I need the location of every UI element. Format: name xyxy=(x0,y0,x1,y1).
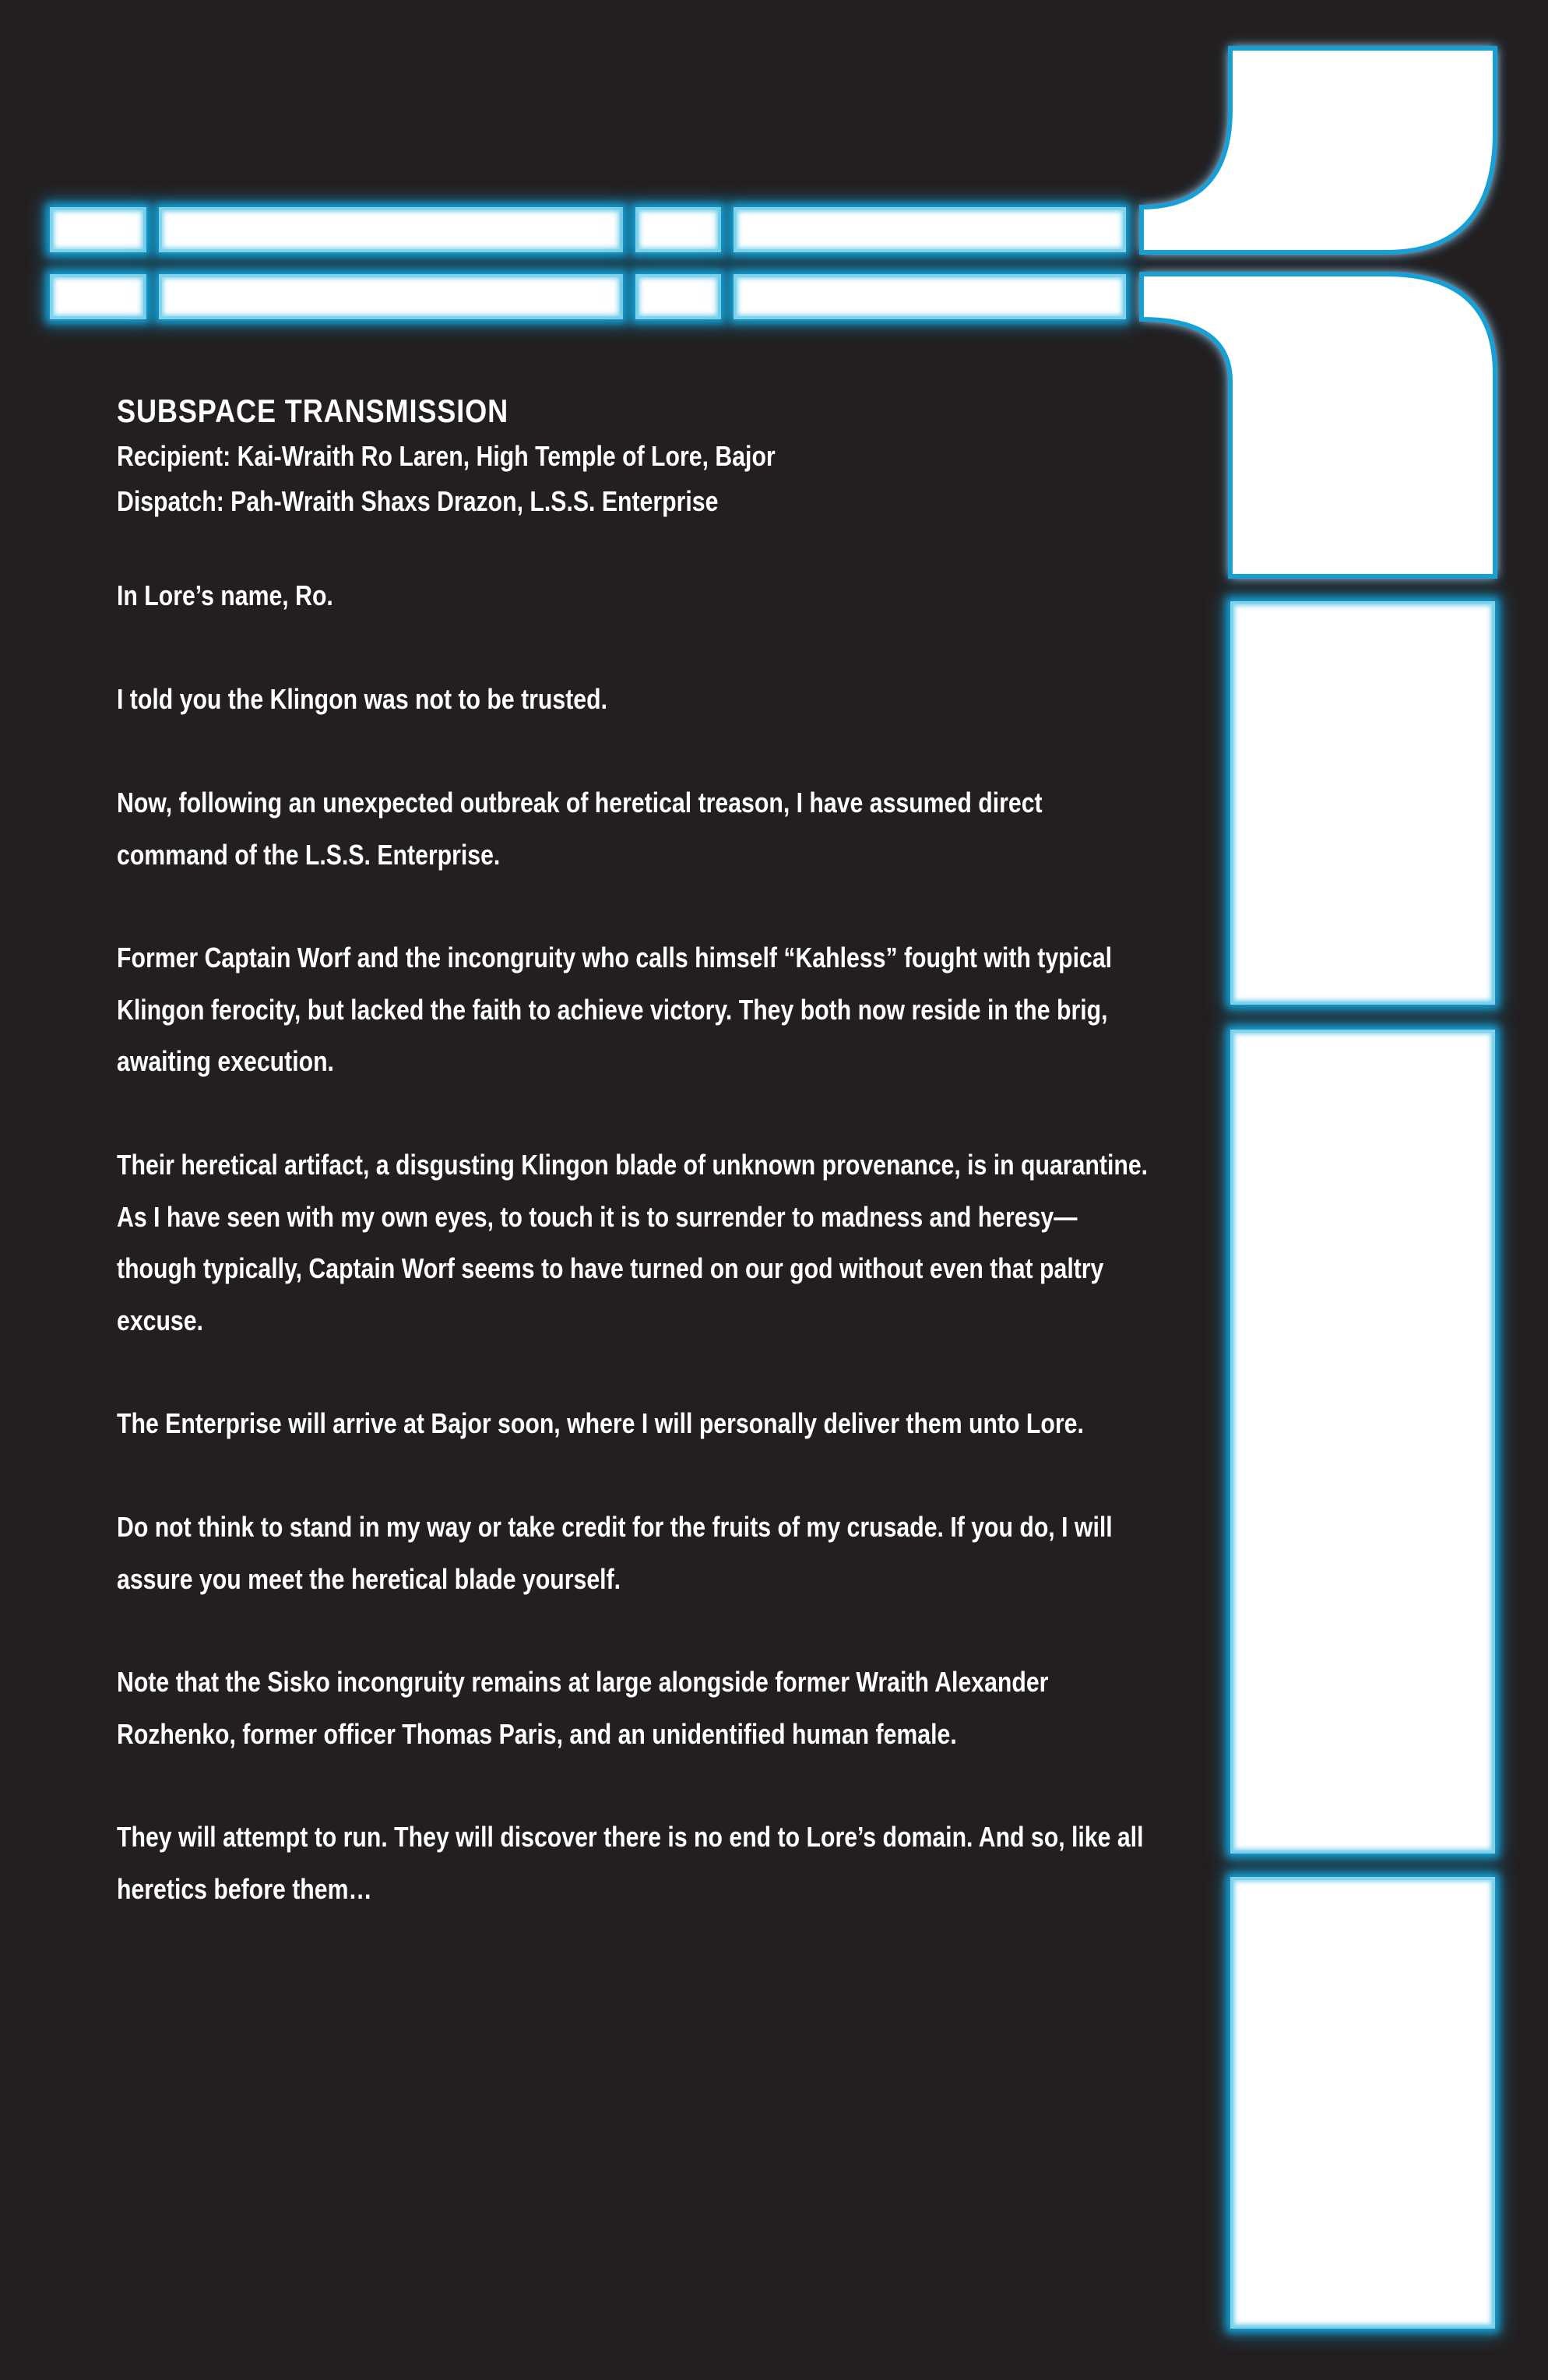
frame-side-panel-1 xyxy=(1230,601,1495,1005)
transmission-header xyxy=(117,389,1152,525)
letter-paragraph: Now, following an unexpected outbreak of heretical treason, I have assumed direct command of the L.S.S. Enterprise. xyxy=(117,787,1043,871)
transmission-body xyxy=(117,389,1152,1915)
letter-greeting: In Lore’s name, Ro. xyxy=(117,579,333,611)
frame-elbow-lower xyxy=(1121,257,1511,592)
frame-side-panel-3 xyxy=(1230,1877,1495,2329)
recipient-line: Recipient: Kai-Wraith Ro Laren, High Temple of Lore, Bajor xyxy=(117,440,776,472)
letter-paragraph: Do not think to stand in my way or take credit for the fruits of my crusade. If you do, I will assure you meet the heretical blade yourself. xyxy=(117,1511,1113,1595)
letter-paragraph: I told you the Klingon was not to be trusted. xyxy=(117,683,607,715)
frame-bar-top-1 xyxy=(50,207,146,252)
letter-paragraph: Former Captain Worf and the incongruity who calls himself “Kahless” fought with typical Klingon ferocity, but lacked the faith to achieve victory. They both now reside in the brig, awaiting execution. xyxy=(117,942,1113,1077)
transmission-title: SUBSPACE TRANSMISSION xyxy=(117,393,509,429)
letter-paragraph: They will attempt to run. They will discover there is no end to Lore’s domain. And so, like all heretics before them… xyxy=(117,1821,1144,1905)
frame-bar-bottom-3 xyxy=(635,274,721,319)
frame-side-panel-2 xyxy=(1230,1030,1495,1854)
letter-paragraph: Note that the Sisko incongruity remains at large alongside former Wraith Alexander Rozhenko, former officer Thomas Paris, and an unidentified human female. xyxy=(117,1666,1049,1750)
dispatch-line: Dispatch: Pah-Wraith Shaxs Drazon, L.S.S. Enterprise xyxy=(117,485,719,517)
frame-bar-top-3 xyxy=(635,207,721,252)
letter-paragraph: The Enterprise will arrive at Bajor soon, where I will personally deliver them unto Lore. xyxy=(117,1407,1084,1439)
frame-elbow-upper xyxy=(1121,31,1511,265)
letter-paragraph: Their heretical artifact, a disgusting Klingon blade of unknown provenance, is in quarantine. As I have seen with my own eyes, to touch it is to surrender to madness and heresy—though typically, Captain Worf seems to have turned on our god without even that paltry excuse. xyxy=(117,1149,1149,1336)
frame-bar-bottom-1 xyxy=(50,274,146,319)
frame-bar-top-4 xyxy=(734,207,1126,252)
frame-bar-bottom-2 xyxy=(159,274,623,319)
frame-bar-bottom-4 xyxy=(734,274,1126,319)
frame-bar-top-2 xyxy=(159,207,623,252)
